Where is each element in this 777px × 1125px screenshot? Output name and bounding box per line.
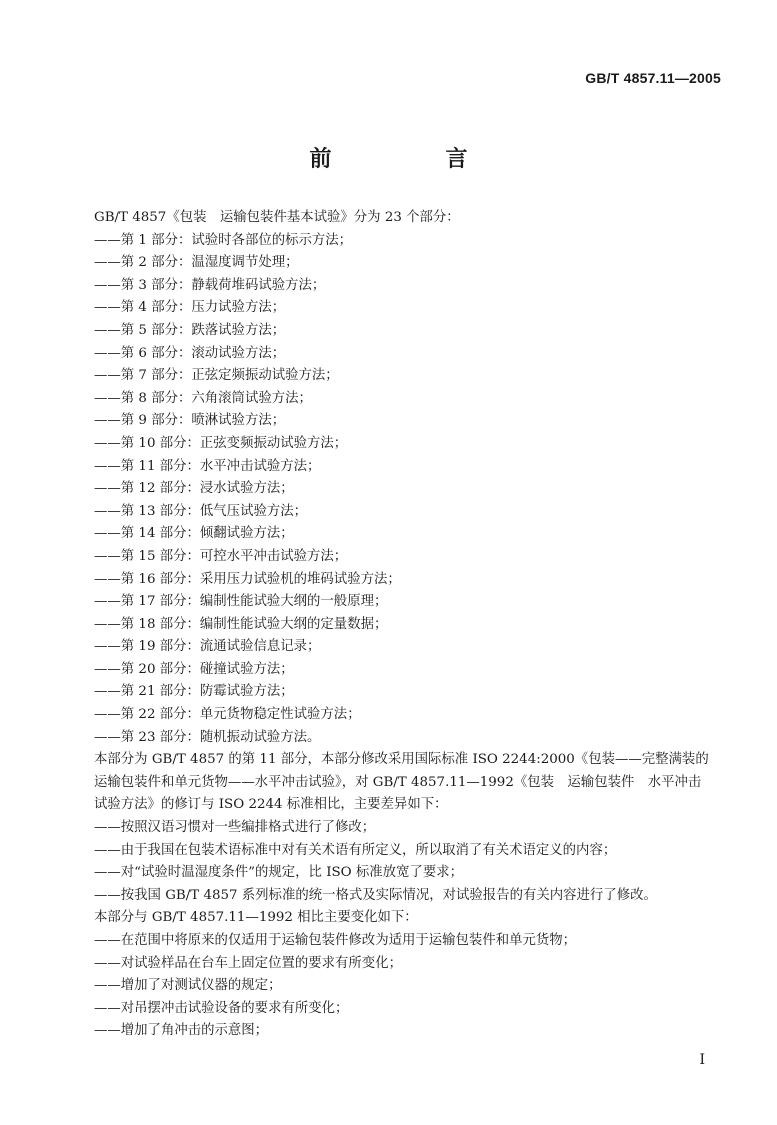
iso-difference-item: ——按我国 GB/T 4857 系列标准的统一格式及实际情况，对试验报告的有关内容进行了修改。 xyxy=(94,887,657,903)
part-list-item: ——第 5 部分：跌落试验方法； xyxy=(94,322,286,338)
change-item: ——增加了角冲击的示意图； xyxy=(94,1023,269,1039)
change-item: ——对试验样品在台车上固定位置的要求有所变化； xyxy=(94,955,402,971)
part-list-item: ——第 18 部分：编制性能试验大纲的定量数据； xyxy=(94,616,388,632)
part-list-item: ——第 1 部分：试验时各部位的标示方法； xyxy=(94,232,353,248)
part-list-item: ——第 22 部分：单元货物稳定性试验方法； xyxy=(94,707,361,723)
part-list-item: ——第 17 部分：编制性能试验大纲的一般原理； xyxy=(94,594,388,610)
part-list-item: ——第 3 部分：静载荷堆码试验方法； xyxy=(94,277,326,293)
part-list-item: ——第 23 部分：随机振动试验方法。 xyxy=(94,729,321,745)
standard-code: GB/T 4857.11—2005 xyxy=(585,70,721,86)
part-list-item: ——第 21 部分：防霉试验方法； xyxy=(94,684,294,700)
part-list-item: ——第 7 部分：正弦定频振动试验方法； xyxy=(94,368,339,384)
part-list-item: ——第 19 部分：流通试验信息记录； xyxy=(94,639,321,655)
iso-differences-list xyxy=(94,817,711,907)
change-item: ——增加了对测试仪器的规定； xyxy=(94,978,282,994)
part-list-item: ——第 10 部分：正弦变频振动试验方法； xyxy=(94,435,348,451)
part-list-item: ——第 8 部分：六角滚筒试验方法； xyxy=(94,390,312,406)
iso-difference-item: ——对“试验时温湿度条件”的规定，比 ISO 标准放宽了要求； xyxy=(94,865,464,881)
part-list-item: ——第 16 部分：采用压力试验机的堆码试验方法； xyxy=(94,571,401,587)
part-list-item: ——第 14 部分：倾翻试验方法； xyxy=(94,526,294,542)
page-number: I xyxy=(699,1052,705,1068)
part-list-item: ——第 20 部分：碰撞试验方法； xyxy=(94,661,294,677)
part-list-item: ——第 11 部分：水平冲击试验方法； xyxy=(94,458,321,474)
part-list-item: ——第 4 部分：压力试验方法； xyxy=(94,300,286,316)
part-list-item: ——第 15 部分：可控水平冲击试验方法； xyxy=(94,548,348,564)
change-item: ——在范围中将原来的仅适用于运输包装件修改为适用于运输包装件和单元货物； xyxy=(94,933,577,948)
intro-paragraph: GB/T 4857《包装 运输包装件基本试验》分为 23 个部分： xyxy=(94,210,460,225)
changes-paragraph: 本部分与 GB/T 4857.11—1992 相比主要变化如下： xyxy=(94,910,418,926)
iso-paragraph: 本部分为 GB/T 4857 的第 11 部分，本部分修改采用国际标准 ISO 2244:2000《包装——完整满装的运输包装件和单元货物——水平冲击试验》，对 GB/T 4857.11—1992《包装 运输包装件 水平冲击试验方法》的修订与 ISO 2244 标准相比，主要差异如下： xyxy=(94,752,709,813)
part-list-item: ——第 12 部分：浸水试验方法； xyxy=(94,481,294,497)
page-title: 前 言 xyxy=(309,147,514,172)
iso-difference-item: ——按照汉语习惯对一些编排格式进行了修改； xyxy=(94,820,376,836)
parts-list xyxy=(94,230,711,750)
changes-list xyxy=(94,930,711,1043)
change-item: ——对吊摆冲击试验设备的要求有所变化； xyxy=(94,1000,349,1016)
part-list-item: ——第 2 部分：温湿度调节处理； xyxy=(94,255,299,271)
iso-difference-item: ——由于我国在包装术语标准中对有关术语有所定义，所以取消了有关术语定义的内容； xyxy=(94,842,617,858)
part-list-item: ——第 6 部分：滚动试验方法； xyxy=(94,345,286,361)
part-list-item: ——第 13 部分：低气压试验方法； xyxy=(94,503,308,519)
part-list-item: ——第 9 部分：喷淋试验方法； xyxy=(94,413,286,429)
document-body xyxy=(94,207,711,1043)
